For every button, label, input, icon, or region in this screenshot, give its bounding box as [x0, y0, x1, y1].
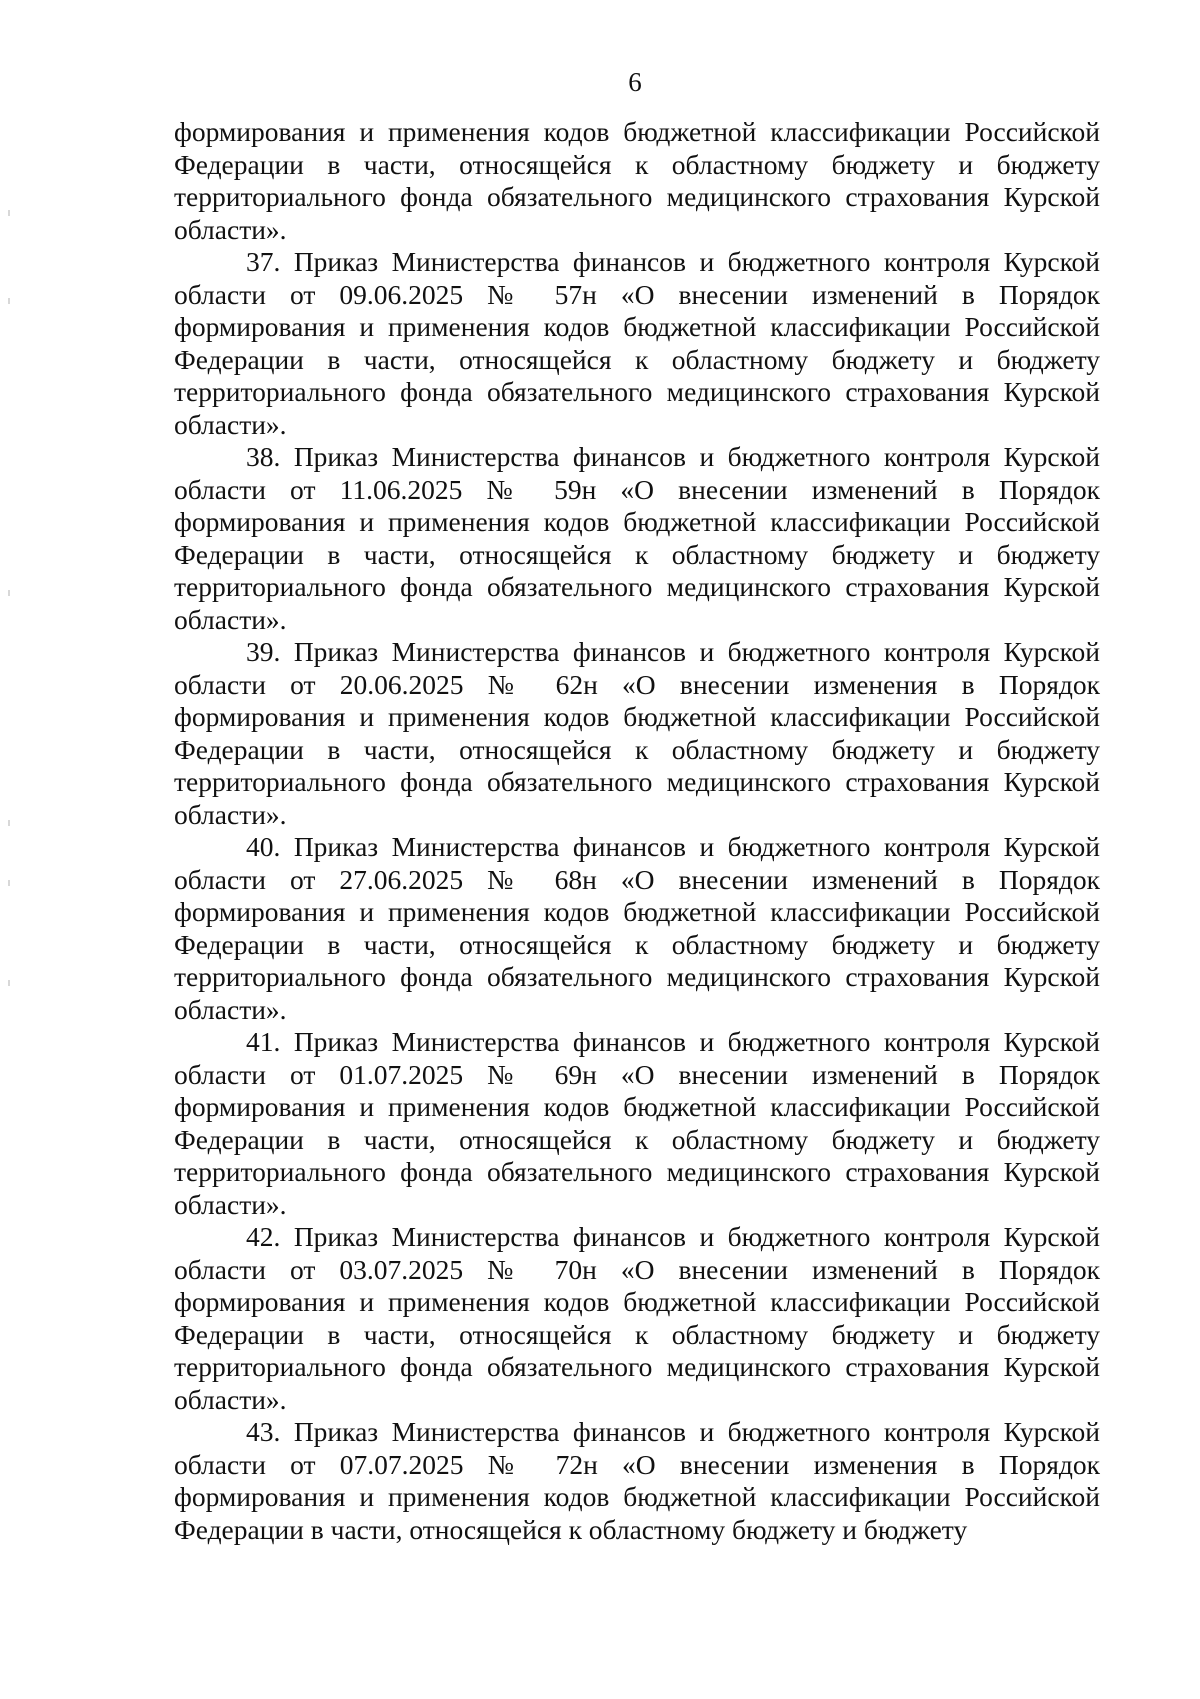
paragraph-item-39: 39. Приказ Министерства финансов и бюджетного контроля Курской области от 20.06.2025 № 62н «О внесении изменения в Порядок формирования и применения кодов бюджетной классификации Российской Федерации в части, относящейся к областному бюджету и бюджету территориального фонда обязательного медицинского страхования Курской области». — [174, 636, 1100, 830]
scan-artifact-mark — [8, 980, 10, 986]
scan-artifact-mark — [8, 298, 10, 304]
paragraph-item-40: 40. Приказ Министерства финансов и бюджетного контроля Курской области от 27.06.2025 № 68н «О внесении изменений в Порядок формирования и применения кодов бюджетной классификации Российской Федерации в части, относящейся к областному бюджету и бюджету территориального фонда обязательного медицинского страхования Курской области». — [174, 831, 1100, 1025]
paragraph-continuation: формирования и применения кодов бюджетной классификации Российской Федерации в части, относящейся к областному бюджету и бюджету территориального фонда обязательного медицинского страхования Курской области». — [174, 116, 1100, 245]
paragraph-item-43: 43. Приказ Министерства финансов и бюджетного контроля Курской области от 07.07.2025 № 72н «О внесении изменения в Порядок формирования и применения кодов бюджетной классификации Российской Федерации в части, относящейся к областному бюджету и бюджету — [174, 1416, 1100, 1545]
page-number: 6 — [628, 67, 642, 97]
document-body — [174, 116, 1100, 1546]
paragraph-item-42: 42. Приказ Министерства финансов и бюджетного контроля Курской области от 03.07.2025 № 70н «О внесении изменений в Порядок формирования и применения кодов бюджетной классификации Российской Федерации в части, относящейся к областному бюджету и бюджету территориального фонда обязательного медицинского страхования Курской области». — [174, 1221, 1100, 1415]
scan-artifact-mark — [8, 820, 10, 826]
paragraph-item-37: 37. Приказ Министерства финансов и бюджетного контроля Курской области от 09.06.2025 № 57н «О внесении изменений в Порядок формирования и применения кодов бюджетной классификации Российской Федерации в части, относящейся к областному бюджету и бюджету территориального фонда обязательного медицинского страхования Курской области». — [174, 246, 1100, 440]
paragraph-item-38: 38. Приказ Министерства финансов и бюджетного контроля Курской области от 11.06.2025 № 59н «О внесении изменений в Порядок формирования и применения кодов бюджетной классификации Российской Федерации в части, относящейся к областному бюджету и бюджету территориального фонда обязательного медицинского страхования Курской области». — [174, 441, 1100, 635]
scan-artifact-mark — [8, 210, 10, 216]
scan-artifact-mark — [8, 880, 10, 886]
paragraph-item-41: 41. Приказ Министерства финансов и бюджетного контроля Курской области от 01.07.2025 № 69н «О внесении изменений в Порядок формирования и применения кодов бюджетной классификации Российской Федерации в части, относящейся к областному бюджету и бюджету территориального фонда обязательного медицинского страхования Курской области». — [174, 1026, 1100, 1220]
scan-artifact-mark — [8, 590, 10, 596]
